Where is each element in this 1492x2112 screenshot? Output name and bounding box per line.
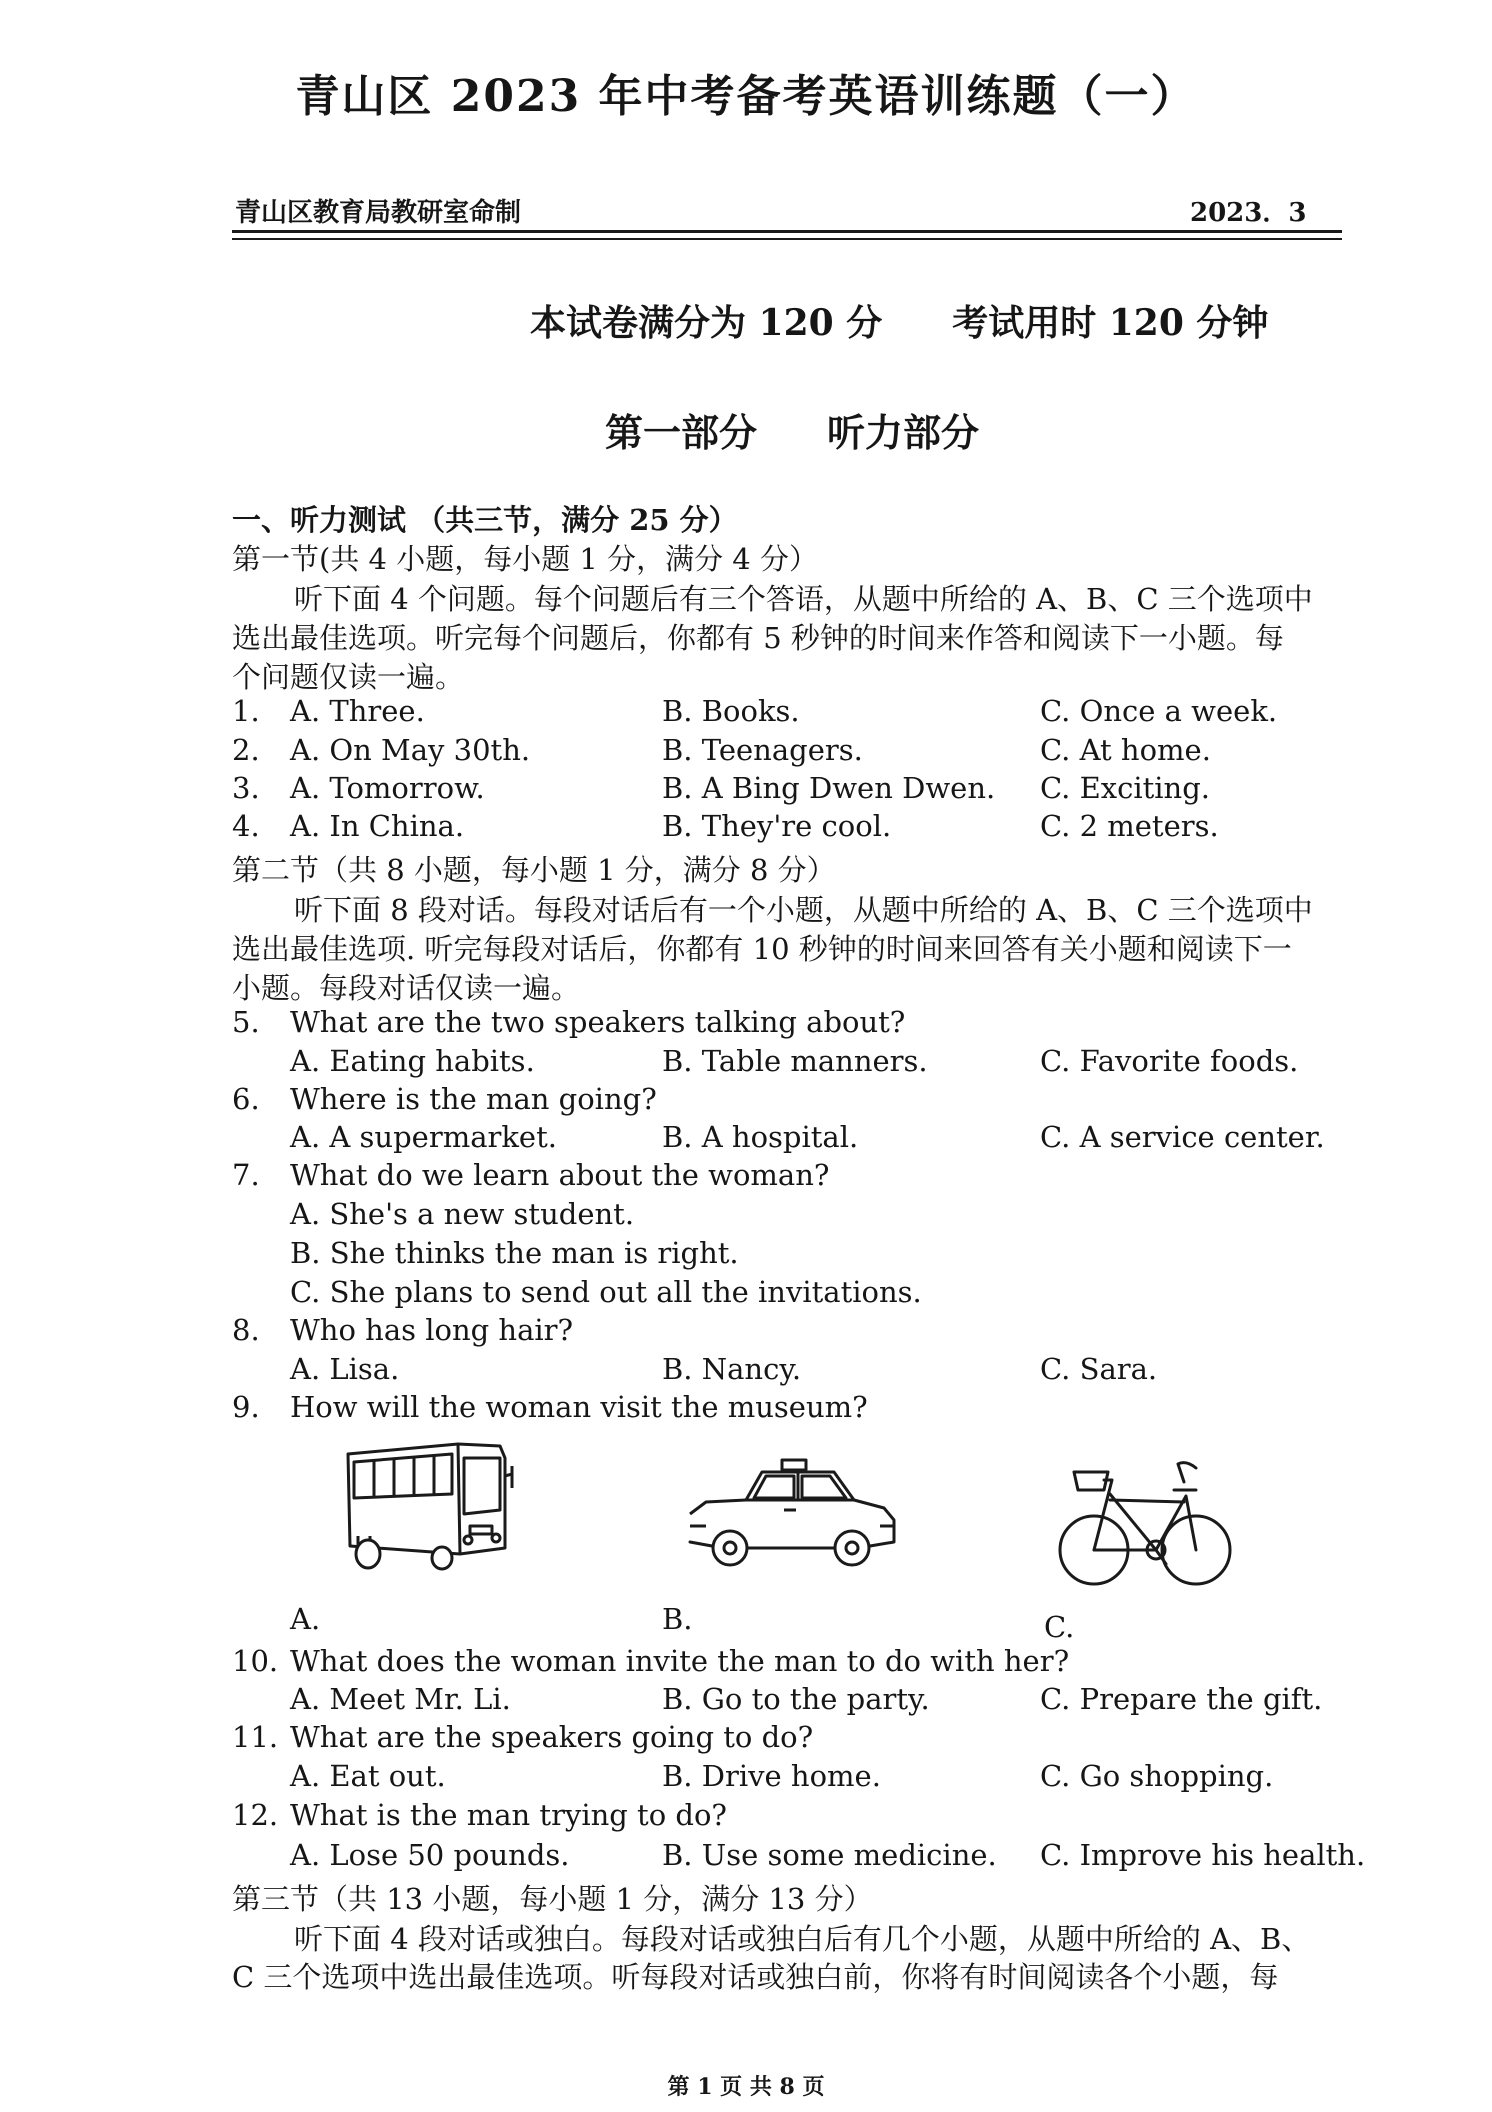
option-a: A. Lisa. bbox=[290, 1352, 400, 1386]
option-c: C. Exciting. bbox=[1040, 771, 1211, 805]
s3-heading: 第三节（共 13 小题，每小题 1 分，满分 13 分） bbox=[232, 1882, 873, 1916]
s2-heading: 第二节（共 8 小题，每小题 1 分，满分 8 分） bbox=[232, 853, 836, 887]
option-a: A. In China. bbox=[290, 809, 465, 843]
option-b: B. They're cool. bbox=[662, 809, 892, 843]
question-number: 3. bbox=[232, 771, 260, 805]
option-a: A. She's a new student. bbox=[290, 1197, 635, 1231]
option-c: C. Prepare the gift. bbox=[1040, 1682, 1323, 1716]
option-b: B. Teenagers. bbox=[662, 733, 863, 767]
option-b: B. Use some medicine. bbox=[662, 1838, 997, 1872]
option-b: B. A hospital. bbox=[662, 1120, 859, 1154]
option-b: B. bbox=[662, 1602, 693, 1636]
header-rule-thin bbox=[232, 238, 1342, 240]
question-number: 9. bbox=[232, 1390, 260, 1424]
option-c: C. A service center. bbox=[1040, 1120, 1325, 1154]
header-rule-thick bbox=[232, 230, 1342, 233]
option-c: C. Improve his health. bbox=[1040, 1838, 1366, 1872]
s3-instr-line: C 三个选项中选出最佳选项。听每段对话或独白前，你将有时间阅读各个小题，每 bbox=[232, 1960, 1279, 1994]
question-number: 12. bbox=[232, 1798, 279, 1832]
question-number: 11. bbox=[232, 1720, 279, 1754]
full-marks-text: 本试卷满分为 120 分 bbox=[530, 302, 883, 344]
s1-instr-line: 选出最佳选项。听完每个问题后，你都有 5 秒钟的时间来作答和阅读下一小题。每 bbox=[232, 621, 1284, 655]
s2-instr-line: 选出最佳选项. 听完每段对话后，你都有 10 秒钟的时间来回答有关小题和阅读下一 bbox=[232, 932, 1292, 966]
question-number: 6. bbox=[232, 1082, 260, 1116]
part-name: 听力部分 bbox=[827, 410, 980, 455]
part-label: 第一部分 bbox=[605, 410, 758, 455]
question-number: 10. bbox=[232, 1644, 279, 1678]
question-text: What does the woman invite the man to do with her? bbox=[290, 1644, 1070, 1678]
question-number: 4. bbox=[232, 809, 260, 843]
question-text: What is the man trying to do? bbox=[290, 1798, 727, 1832]
option-b: B. Table manners. bbox=[662, 1044, 928, 1078]
option-c: C. At home. bbox=[1040, 733, 1211, 767]
option-a: A. Three. bbox=[290, 694, 425, 728]
option-c: C. 2 meters. bbox=[1040, 809, 1219, 843]
question-number: 2. bbox=[232, 733, 260, 767]
s1-instr-line: 听下面 4 个问题。每个问题后有三个答语，从题中所给的 A、B、C 三个选项中 bbox=[294, 582, 1313, 616]
question-number: 7. bbox=[232, 1158, 260, 1192]
question-text: What are the two speakers talking about? bbox=[290, 1005, 906, 1039]
s2-instr-line: 小题。每段对话仅读一遍。 bbox=[232, 971, 581, 1005]
question-text: What do we learn about the woman? bbox=[290, 1158, 830, 1192]
option-a: A. Eat out. bbox=[290, 1759, 446, 1793]
option-b: B. Nancy. bbox=[662, 1352, 802, 1386]
page-footer: 第 1 页 共 8 页 bbox=[667, 2074, 825, 2100]
section-heading: 一、听力测试 （共三节，满分 25 分） bbox=[232, 503, 738, 537]
option-b: B. Books. bbox=[662, 694, 800, 728]
question-number: 8. bbox=[232, 1313, 260, 1347]
time-text: 考试用时 120 分钟 bbox=[952, 302, 1269, 344]
s1-heading: 第一节(共 4 小题，每小题 1 分，满分 4 分） bbox=[232, 542, 818, 576]
option-a: A. On May 30th. bbox=[290, 733, 531, 767]
s3-instr-line: 听下面 4 段对话或独白。每段对话或独白后有几个小题，从题中所给的 A、B、 bbox=[294, 1922, 1311, 1956]
question-number: 5. bbox=[232, 1005, 260, 1039]
date-label: 2023．3 bbox=[1190, 198, 1307, 228]
option-a: A. bbox=[290, 1602, 321, 1636]
question-text: What are the speakers going to do? bbox=[290, 1720, 814, 1754]
part-heading bbox=[605, 402, 979, 457]
question-text: Who has long hair? bbox=[290, 1313, 574, 1347]
s1-instr-line: 个问题仅读一遍。 bbox=[232, 660, 465, 694]
score-info bbox=[530, 295, 1268, 346]
option-a: A. Lose 50 pounds. bbox=[290, 1838, 570, 1872]
option-a: A. Meet Mr. Li. bbox=[290, 1682, 511, 1716]
question-number: 1. bbox=[232, 694, 260, 728]
option-c: C. She plans to send out all the invitations. bbox=[290, 1275, 922, 1309]
taxi-icon bbox=[684, 1456, 902, 1574]
page-title: 青山区 2023 年中考备考英语训练题（一） bbox=[295, 71, 1197, 122]
option-c: C. Favorite foods. bbox=[1040, 1044, 1299, 1078]
option-c: C. Go shopping. bbox=[1040, 1759, 1274, 1793]
option-b: B. Drive home. bbox=[662, 1759, 881, 1793]
option-b: B. Go to the party. bbox=[662, 1682, 930, 1716]
option-b: B. She thinks the man is right. bbox=[290, 1236, 739, 1270]
bus-icon bbox=[340, 1436, 520, 1576]
option-c: C. bbox=[1044, 1610, 1075, 1644]
question-text: How will the woman visit the museum? bbox=[290, 1390, 868, 1424]
s2-instr-line: 听下面 8 段对话。每段对话后有一个小题，从题中所给的 A、B、C 三个选项中 bbox=[294, 893, 1313, 927]
bicycle-icon bbox=[1056, 1460, 1236, 1590]
issuer-label: 青山区教育局教研室命制 bbox=[235, 198, 522, 228]
option-a: A. Tomorrow. bbox=[290, 771, 485, 805]
question-text: Where is the man going? bbox=[290, 1082, 657, 1116]
option-b: B. A Bing Dwen Dwen. bbox=[662, 771, 996, 805]
option-a: A. A supermarket. bbox=[290, 1120, 557, 1154]
option-c: C. Once a week. bbox=[1040, 694, 1278, 728]
option-a: A. Eating habits. bbox=[290, 1044, 535, 1078]
option-c: C. Sara. bbox=[1040, 1352, 1158, 1386]
